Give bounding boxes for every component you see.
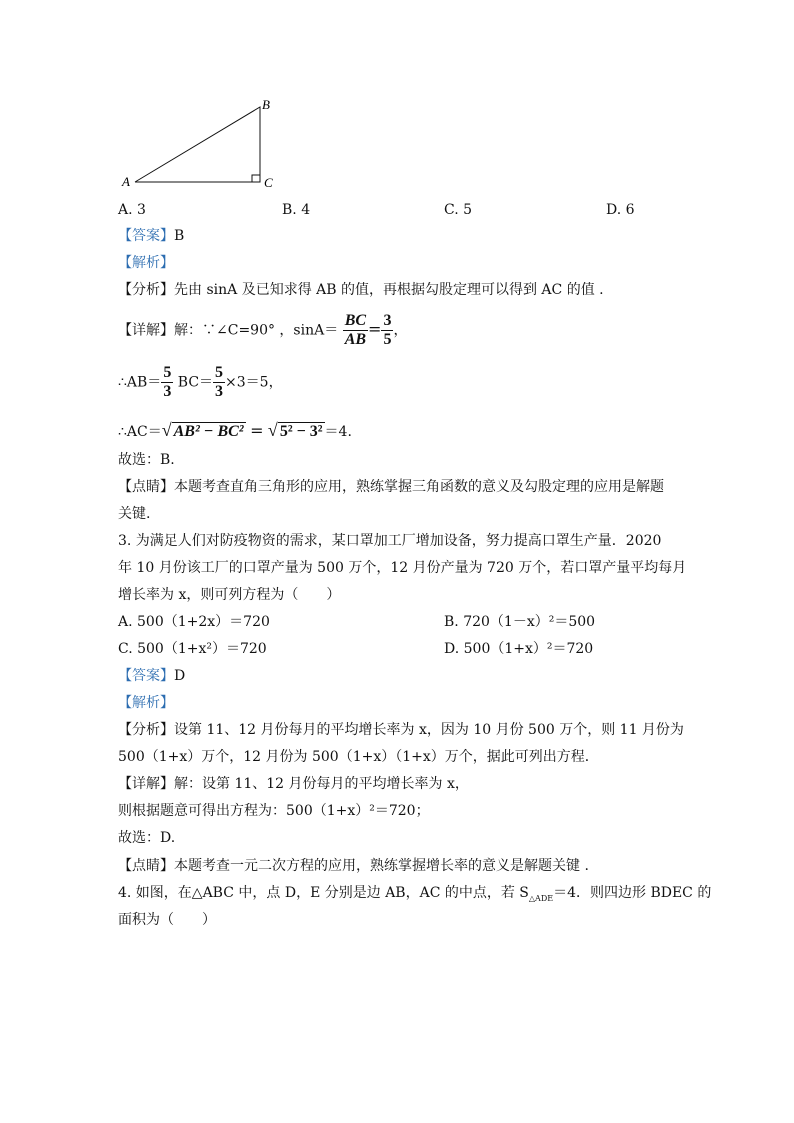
fraction-5-3 bbox=[213, 364, 225, 401]
text: ∴AB＝ bbox=[118, 374, 162, 391]
detail-tag: 【详解】 bbox=[118, 776, 174, 792]
fraction-bc-ab bbox=[343, 312, 368, 349]
sqrt-icon: √ bbox=[161, 420, 172, 440]
fraction-den: 5 bbox=[383, 331, 392, 348]
fenxi-text: 先由 sinA 及已知求得 AB 的值，再根据勾股定理可以得到 AC 的值 . bbox=[174, 282, 604, 298]
fenxi-text: 设第 11、12 月份每月的平均增长率为 x，因为 10 月份 500 万个，则 11 月份为 bbox=[174, 722, 684, 738]
fraction-den: 3 bbox=[215, 383, 224, 400]
q3-dianjing bbox=[118, 856, 589, 876]
fraction-num: 5 bbox=[163, 364, 172, 381]
equals: = bbox=[368, 319, 382, 339]
fraction-3-5 bbox=[381, 312, 393, 349]
detail-text: 解：设第 11、12 月份每月的平均增长率为 x， bbox=[174, 776, 469, 792]
comma: ， bbox=[393, 322, 408, 339]
dianjing-text: 本题考查一元二次方程的应用，熟练掌握增长率的意义是解题关键 . bbox=[174, 858, 589, 874]
fenxi-tag: 【分析】 bbox=[118, 282, 174, 298]
q3-option-a: A. 500（1+2x）＝720 bbox=[118, 614, 270, 630]
q2-dianjing bbox=[118, 477, 664, 497]
fraction-den: 3 bbox=[163, 383, 172, 400]
q2-option-a: A. 3 bbox=[118, 202, 146, 218]
q3-option-d: D. 500（1+x）²＝720 bbox=[444, 641, 594, 657]
text: BC＝ bbox=[177, 374, 214, 391]
equals: = bbox=[250, 421, 264, 440]
detail-text: 解：∵∠C=90° ，sinA＝ bbox=[174, 322, 339, 339]
q3-stem-3: 增长率为 x，则可列方程为（ ） bbox=[118, 587, 341, 603]
q2-option-d: D. 6 bbox=[606, 202, 635, 218]
q3-detail-cont: 则根据题意可得出方程为：500（1+x）²＝720； bbox=[118, 803, 430, 819]
q3-choose: 故选：D. bbox=[118, 830, 176, 846]
q2-choose: 故选：B. bbox=[118, 452, 175, 468]
q2-detail-line3 bbox=[118, 420, 352, 442]
fraction-den: AB bbox=[344, 331, 367, 348]
label-B: B bbox=[262, 97, 270, 112]
text: ＝4. bbox=[324, 424, 352, 440]
q3-option-b: B. 720（1－x）²＝500 bbox=[444, 614, 596, 630]
sqrt-expression: 5² − 3² bbox=[279, 423, 323, 440]
answer-value: B bbox=[174, 228, 185, 244]
right-triangle-figure bbox=[115, 95, 285, 195]
q3-analysis-tag: 【解析】 bbox=[118, 695, 174, 711]
dianjing-tag: 【点睛】 bbox=[118, 858, 174, 874]
q3-fenxi-cont: 500（1+x）万个，12 月份为 500（1+x）（1+x）万个，据此可列出方程． bbox=[118, 749, 599, 765]
q2-answer bbox=[118, 226, 184, 246]
label-C: C bbox=[264, 175, 273, 190]
answer-value: D bbox=[174, 668, 186, 684]
text: 4. 如图，在△ABC 中，点 D，E 分别是边 AB，AC 的中点，若 S bbox=[118, 885, 529, 901]
text: ∴AC＝ bbox=[118, 424, 162, 440]
fenxi-tag: 【分析】 bbox=[118, 722, 174, 738]
q2-detail-line1 bbox=[118, 312, 407, 349]
subscript: △ADE bbox=[528, 893, 554, 903]
sqrt-expression: AB² − BC² bbox=[173, 423, 244, 440]
q3-stem-1: 3. 为满足人们对防疫物资的需求，某口罩加工厂增加设备，努力提高口罩生产量．2020 bbox=[118, 533, 662, 549]
q2-option-c: C. 5 bbox=[444, 202, 473, 218]
q4-stem-2: 面积为（ ） bbox=[118, 912, 216, 928]
q2-fenxi bbox=[118, 280, 604, 300]
dianjing-text: 本题考查直角三角形的应用，熟练掌握三角函数的意义及勾股定理的应用是解题 bbox=[174, 479, 664, 495]
triangle-edges bbox=[135, 107, 260, 182]
q3-option-c: C. 500（1+x²）＝720 bbox=[118, 641, 267, 657]
sqrt-icon: √ bbox=[267, 420, 278, 440]
q2-detail-line2 bbox=[118, 364, 283, 401]
dianjing-tag: 【点睛】 bbox=[118, 479, 174, 495]
text: ＝4．则四边形 BDEC 的 bbox=[553, 885, 712, 901]
answer-tag: 【答案】 bbox=[118, 668, 174, 684]
label-A: A bbox=[122, 174, 130, 189]
fraction-num: BC bbox=[344, 312, 367, 329]
right-angle-mark bbox=[252, 175, 260, 182]
q3-answer bbox=[118, 666, 185, 686]
fraction-5-3 bbox=[161, 364, 173, 401]
q3-stem-2: 年 10 月份该工厂的口罩产量为 500 万个，12 月份产量为 720 万个，若口罩产量平均每月 bbox=[118, 560, 687, 576]
detail-tag: 【详解】 bbox=[118, 322, 174, 339]
q3-detail bbox=[118, 774, 469, 794]
text: ×3＝5， bbox=[225, 374, 283, 391]
q2-dianjing-cont: 关键. bbox=[118, 506, 151, 522]
q2-option-b: B. 4 bbox=[282, 202, 311, 218]
fraction-num: 3 bbox=[383, 312, 392, 329]
q2-analysis-tag: 【解析】 bbox=[118, 255, 174, 271]
answer-tag: 【答案】 bbox=[118, 228, 174, 244]
q4-stem-1 bbox=[118, 883, 711, 909]
fraction-num: 5 bbox=[215, 364, 224, 381]
q3-fenxi bbox=[118, 720, 684, 740]
